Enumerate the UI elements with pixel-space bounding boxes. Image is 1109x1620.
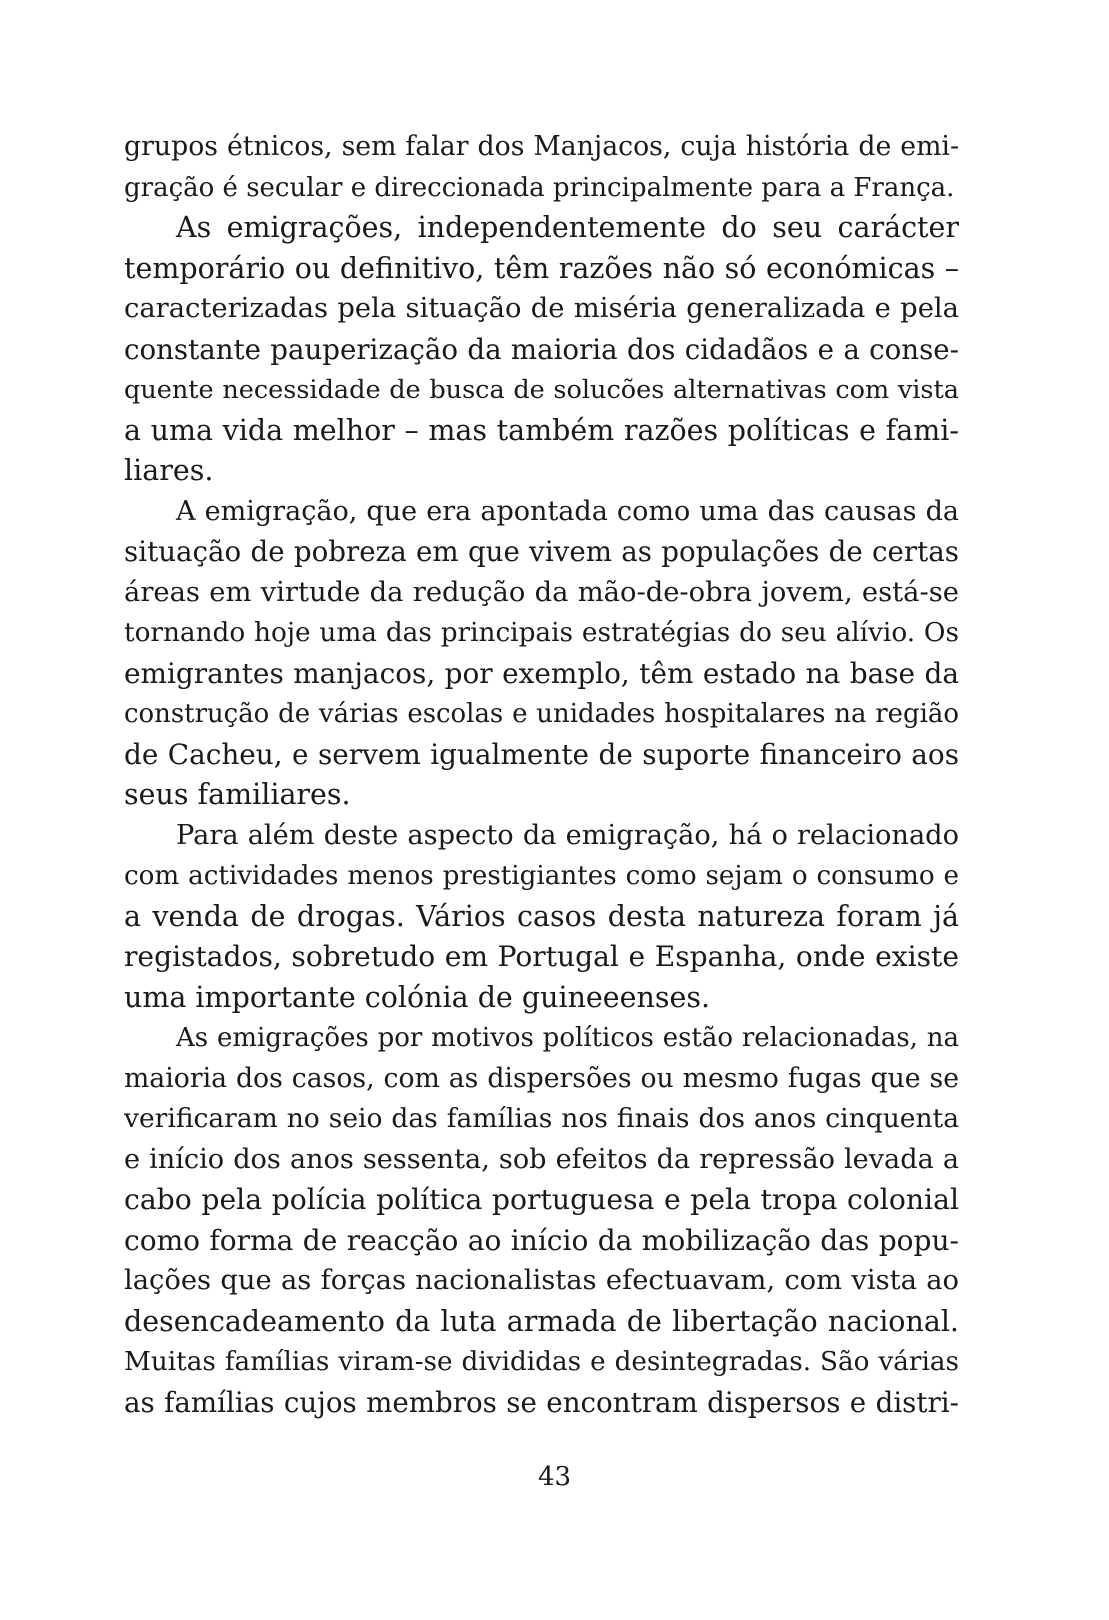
text-line: grupos étnicos, sem falar dos Manjacos, cuja história de emi- xyxy=(124,131,959,162)
text-line: quente necessidade de busca de solucões alternativas com vista xyxy=(124,375,959,405)
text-line: tornando hoje uma das principais estratégias do seu alívio. Os xyxy=(124,618,959,648)
text-line: As emigrações, independentemente do seu carácter xyxy=(176,211,959,244)
text-line: Para além deste aspecto da emigração, há o relacionado xyxy=(176,819,959,851)
text-line: maioria dos casos, com as dispersões ou mesmo fugas que se xyxy=(124,1062,959,1094)
page-number: 43 xyxy=(537,1462,572,1492)
text-line: uma importante colónia de guineeenses. xyxy=(124,980,711,1014)
text-line: situação de pobreza em que vivem as populações de certas xyxy=(124,535,959,568)
text-line: Muitas famílias viram-se divididas e desintegradas. São várias xyxy=(124,1347,959,1377)
text-line: As emigrações por motivos políticos estão relacionadas, na xyxy=(176,1023,959,1053)
text-line: como forma de reacção ao início da mobilização das popu- xyxy=(124,1223,959,1257)
text-line: temporário ou definitivo, têm razões não só económicas – xyxy=(124,251,959,285)
text-line: registados, sobretudo em Portugal e Espanha, onde existe xyxy=(124,940,959,973)
text-line: construção de várias escolas e unidades hospitalares na região xyxy=(124,699,959,729)
text-line: verificaram no seio das famílias nos finais dos anos cinquenta xyxy=(124,1103,959,1134)
text-line: caracterizadas pela situação de miséria generalizada e pela xyxy=(124,293,959,324)
text-line: A emigração, que era apontada como uma das causas da xyxy=(176,495,959,527)
text-line: gração é secular e direccionada principalmente para a França. xyxy=(124,172,955,203)
body-text xyxy=(124,127,959,1423)
text-line: com actividades menos prestigiantes como sejam o consumo e xyxy=(124,861,959,891)
text-line: a venda de drogas. Vários casos desta natureza foram já xyxy=(124,899,959,933)
text-line: desencadeamento da luta armada de libertação nacional. xyxy=(124,1304,959,1338)
text-line: e início dos anos sessenta, sob efeitos da repressão levada a xyxy=(124,1143,959,1175)
text-line: constante pauperização da maioria dos cidadãos e a conse- xyxy=(124,332,959,366)
text-line: emigrantes manjacos, por exemplo, têm estado na base da xyxy=(124,656,959,690)
text-line: cabo pela polícia política portuguesa e pela tropa colonial xyxy=(124,1183,959,1216)
text-line: a uma vida melhor – mas também razões políticas e fami- xyxy=(124,413,959,447)
text-line: as famílias cujos membros se encontram dispersos e distri- xyxy=(124,1385,959,1419)
text-line: áreas em virtude da redução da mão-de-obra jovem, está-se xyxy=(124,576,959,608)
text-line: liares. xyxy=(124,454,214,487)
text-line: lações que as forças nacionalistas efectuavam, com vista ao xyxy=(124,1265,959,1296)
text-line: seus familiares. xyxy=(124,778,351,811)
text-line: de Cacheu, e servem igualmente de suporte financeiro aos xyxy=(124,737,959,771)
